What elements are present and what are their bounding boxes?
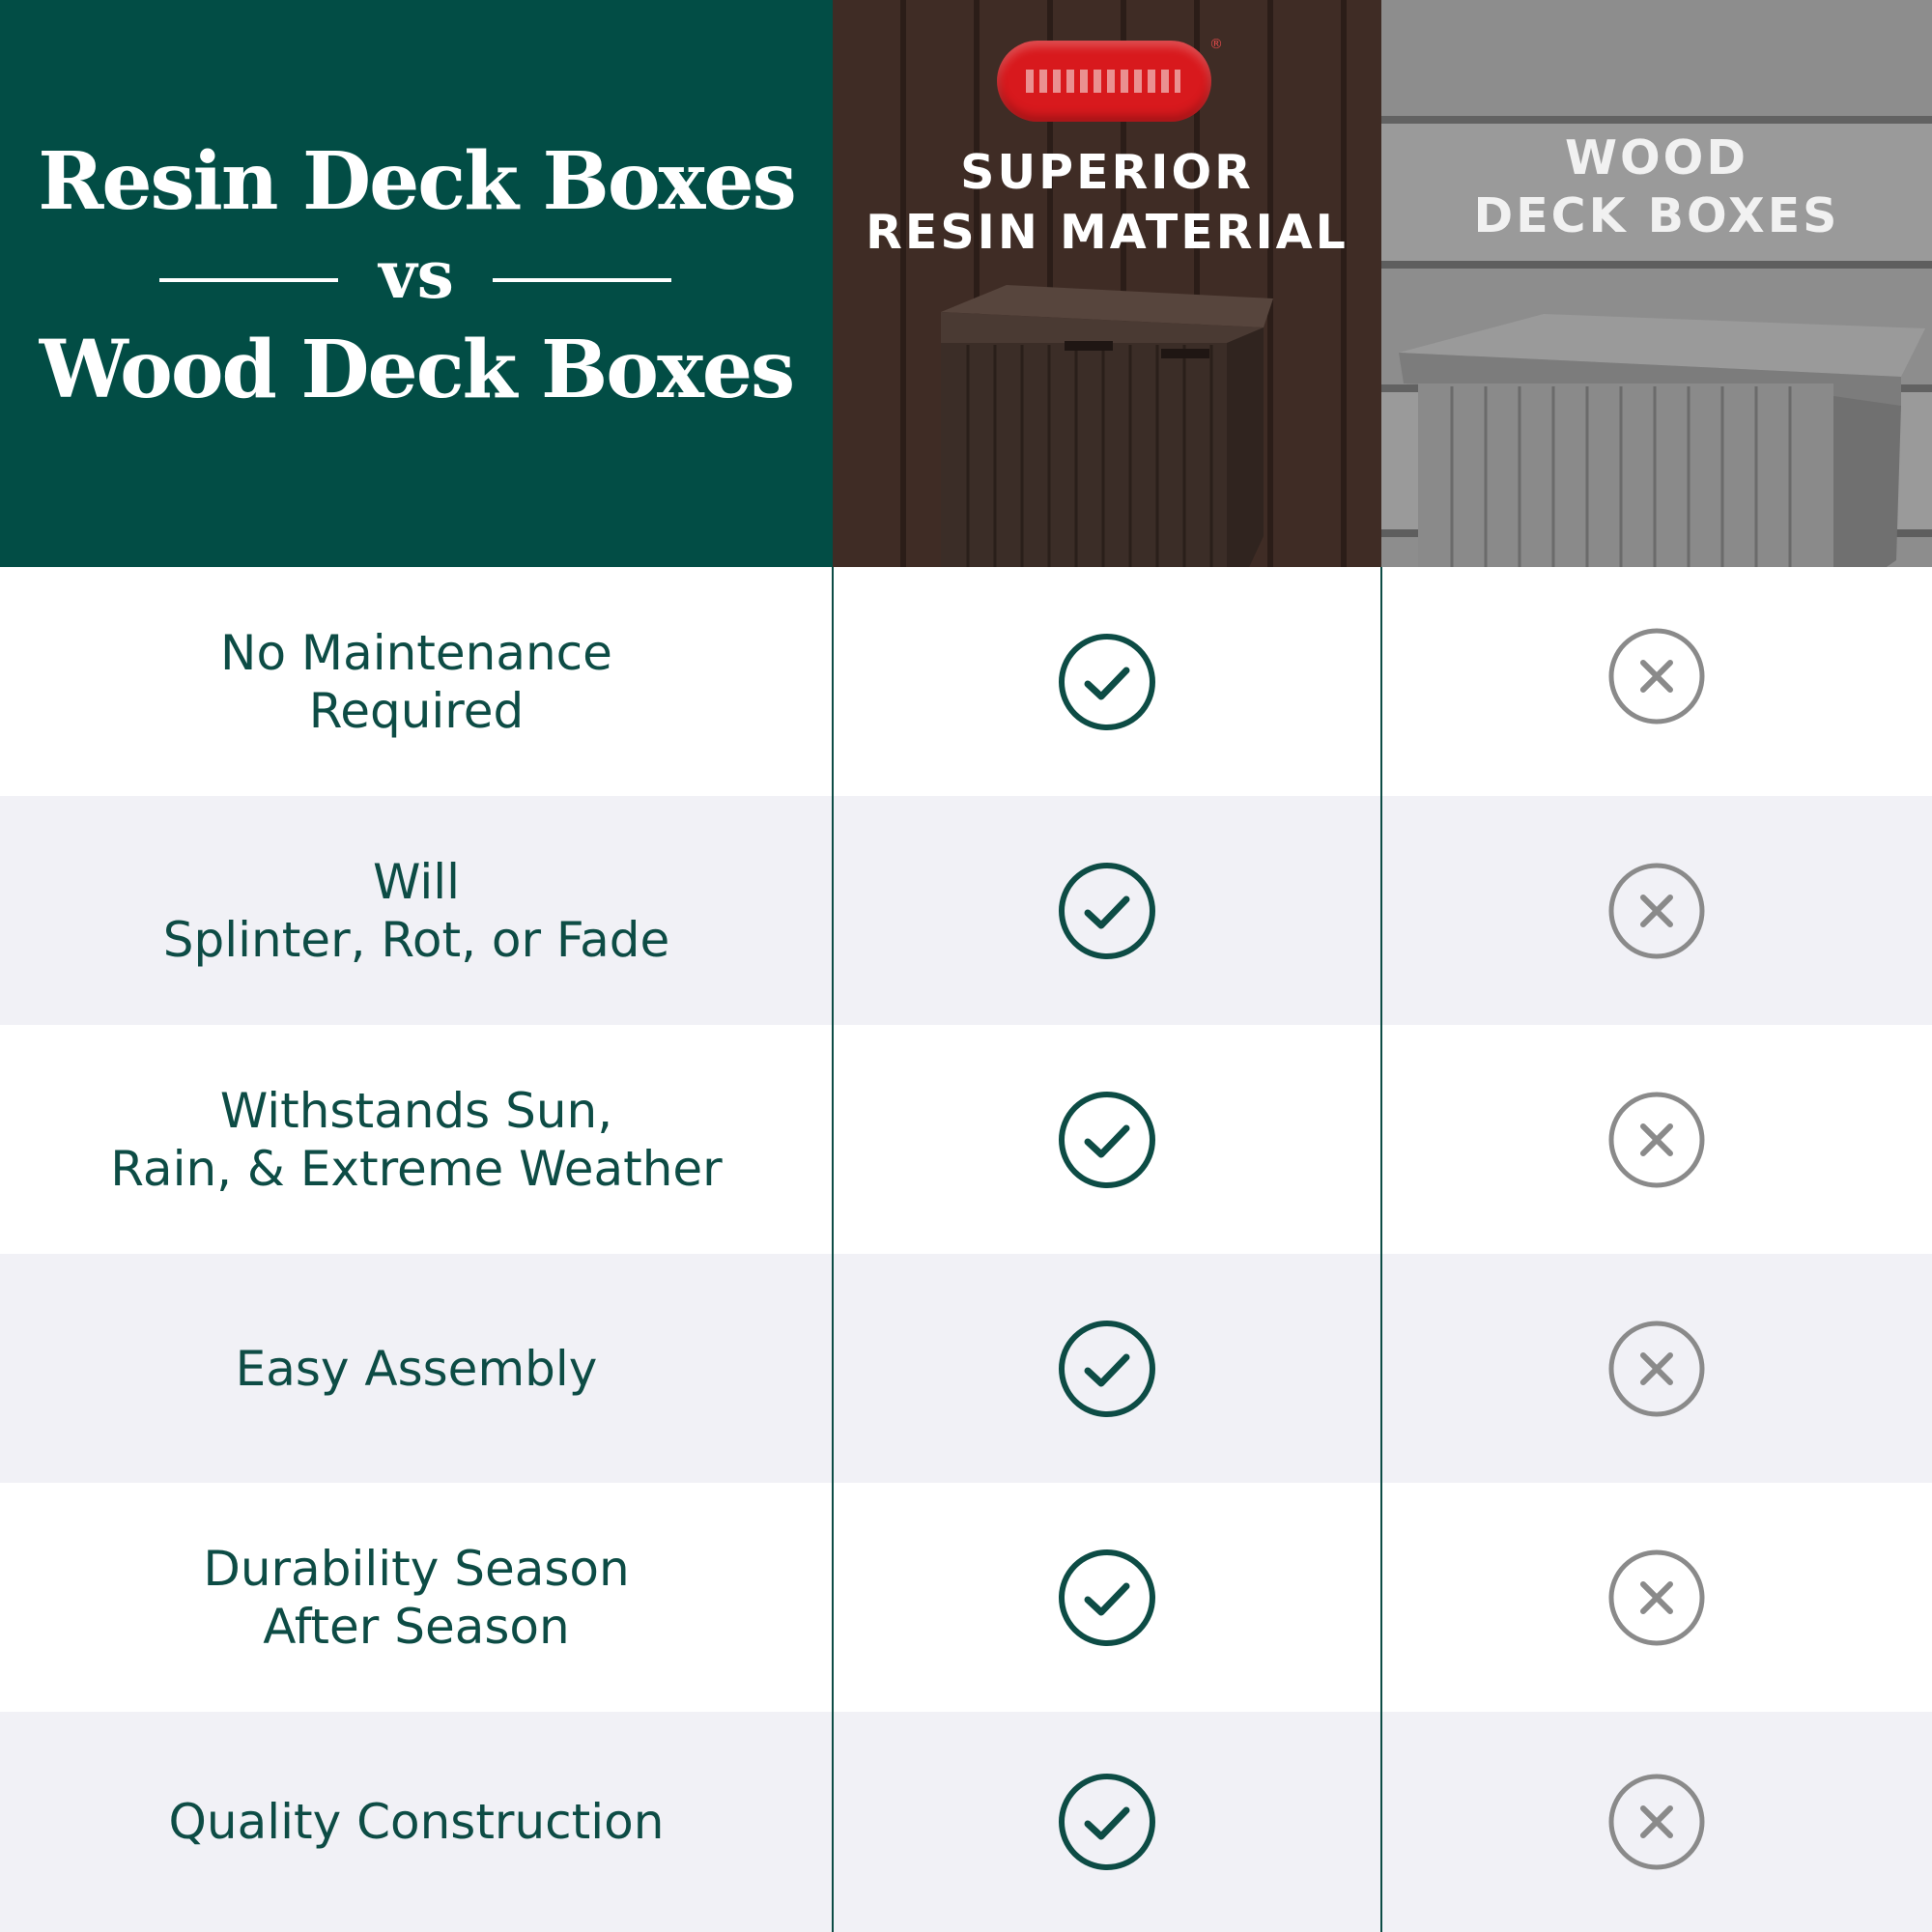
row-label-line1: Durability Season bbox=[203, 1540, 630, 1597]
check-icon bbox=[1057, 1548, 1157, 1648]
header-title-panel bbox=[0, 0, 833, 567]
row-label bbox=[0, 567, 833, 796]
wood-cell bbox=[1381, 1712, 1932, 1932]
wood-cell bbox=[1381, 567, 1932, 796]
x-icon bbox=[1606, 861, 1707, 961]
resin-cell bbox=[833, 1712, 1381, 1932]
row-label-line1: Will bbox=[372, 853, 460, 910]
brand-logo-mark bbox=[1026, 70, 1180, 93]
column-header-wood bbox=[1381, 0, 1932, 567]
wood-deck-box-image bbox=[1399, 314, 1930, 567]
row-label-line2: Splinter, Rot, or Fade bbox=[162, 911, 670, 968]
vs-label: vs bbox=[379, 237, 454, 314]
column-header-resin bbox=[833, 0, 1381, 567]
row-label bbox=[0, 1483, 833, 1712]
comparison-row bbox=[0, 1025, 1932, 1254]
column-divider-right bbox=[1380, 567, 1382, 1932]
resin-cell bbox=[833, 796, 1381, 1025]
x-icon bbox=[1606, 1319, 1707, 1419]
wood-label-line2: DECK BOXES bbox=[1473, 188, 1840, 243]
comparison-row bbox=[0, 567, 1932, 796]
brand-logo bbox=[997, 41, 1211, 122]
title-line-resin: Resin Deck Boxes bbox=[38, 135, 795, 228]
wood-label-line1: WOOD bbox=[1564, 130, 1749, 185]
resin-label-line2: RESIN MATERIAL bbox=[866, 205, 1349, 260]
row-label-line1: No Maintenance bbox=[220, 624, 612, 681]
x-icon bbox=[1606, 1548, 1707, 1648]
check-icon bbox=[1057, 632, 1157, 732]
row-label-line1: Easy Assembly bbox=[235, 1340, 598, 1397]
resin-cell bbox=[833, 1254, 1381, 1483]
row-label-line2: After Season bbox=[263, 1598, 570, 1655]
check-icon bbox=[1057, 1319, 1157, 1419]
column-divider-left bbox=[832, 567, 834, 1932]
row-label bbox=[0, 1712, 833, 1932]
row-label-line2: Rain, & Extreme Weather bbox=[110, 1140, 723, 1197]
row-label-line1: Quality Construction bbox=[168, 1794, 665, 1850]
row-label-line1: Withstands Sun, bbox=[219, 1082, 613, 1139]
resin-cell bbox=[833, 1025, 1381, 1254]
vs-divider bbox=[0, 237, 833, 324]
wood-cell bbox=[1381, 796, 1932, 1025]
title-line-wood: Wood Deck Boxes bbox=[39, 324, 794, 416]
registered-mark: ® bbox=[1209, 37, 1223, 52]
resin-cell bbox=[833, 1483, 1381, 1712]
comparison-row bbox=[0, 1712, 1932, 1932]
row-label bbox=[0, 1025, 833, 1254]
vs-rule-right bbox=[493, 278, 671, 282]
resin-deck-box-image bbox=[929, 285, 1277, 567]
row-label-line2: Required bbox=[308, 682, 525, 739]
x-icon bbox=[1606, 1772, 1707, 1872]
x-icon bbox=[1606, 1090, 1707, 1190]
wood-cell bbox=[1381, 1483, 1932, 1712]
check-icon bbox=[1057, 1090, 1157, 1190]
comparison-row bbox=[0, 1483, 1932, 1712]
resin-label-line1: SUPERIOR bbox=[960, 145, 1254, 200]
comparison-row bbox=[0, 796, 1932, 1025]
resin-cell bbox=[833, 567, 1381, 796]
check-icon bbox=[1057, 1772, 1157, 1872]
wood-cell bbox=[1381, 1025, 1932, 1254]
comparison-row bbox=[0, 1254, 1932, 1483]
vs-rule-left bbox=[159, 278, 338, 282]
row-label bbox=[0, 1254, 833, 1483]
check-icon bbox=[1057, 861, 1157, 961]
row-label bbox=[0, 796, 833, 1025]
x-icon bbox=[1606, 626, 1707, 726]
wood-cell bbox=[1381, 1254, 1932, 1483]
